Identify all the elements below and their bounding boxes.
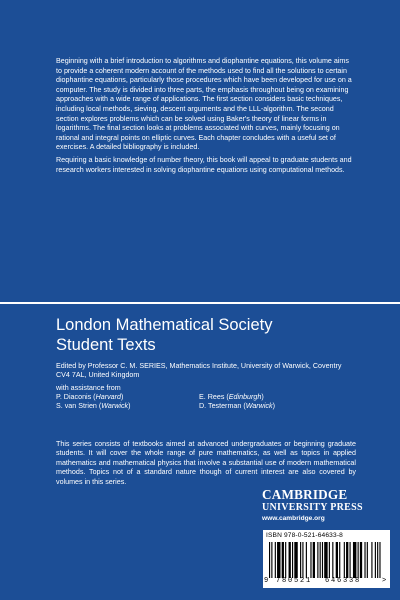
assistant-name: P. Diaconis <box>56 393 92 401</box>
assistance-label: with assistance from <box>56 384 121 392</box>
assistant-affiliation: Harvard <box>95 393 121 401</box>
assistant-entry: E. Rees (Edinburgh) <box>199 393 264 401</box>
barcode-digit-end: > <box>382 577 387 585</box>
assistants-row <box>56 402 336 411</box>
isbn-label: ISBN 978-0-521-64633-8 <box>266 532 343 539</box>
horizontal-divider <box>0 302 400 304</box>
publisher-name-line-1: CAMBRIDGE <box>262 487 348 502</box>
assistants-list <box>56 393 336 412</box>
assistant-entry: D. Testerman (Warwick) <box>199 402 275 411</box>
series-title <box>56 315 356 355</box>
publisher-logo <box>262 488 372 514</box>
book-description <box>56 57 356 178</box>
barcode-digit-first: 9 <box>264 577 269 585</box>
description-paragraph-2: Requiring a basic knowledge of number theory, this book will appeal to graduate students and research workers interested in solving diophantine equations using computational methods. <box>56 155 352 174</box>
assistant-name: D. Testerman <box>199 402 242 411</box>
series-editor: Edited by Professor C. M. SERIES, Mathematics Institute, University of Warwick, Coventry CV4 7AL, United Kingdom <box>56 362 342 380</box>
assistants-row <box>56 393 336 402</box>
assistant-entry: S. van Strien (Warwick) <box>56 402 131 411</box>
barcode-icon <box>269 542 385 578</box>
assistant-affiliation: Edinburgh <box>228 393 262 401</box>
assistant-name: E. Rees <box>199 393 225 401</box>
barcode-panel <box>263 530 390 588</box>
publisher-url: www.cambridge.org <box>262 515 325 522</box>
series-title-line-2: Student Texts <box>56 336 156 354</box>
description-paragraph-1: Beginning with a brief introduction to algorithms and diophantine equations, this volume aims to provide a coherent modern account of the methods used to find all the solutions to certain diophantine equations, particularly those procedures which have been developed for use on a computer. The study is divided into three parts, the emphasis throughout being on examining approaches with a wide range of applications. The first section considers basic techniques, including local methods, sieving, descent arguments and the LLL-algorithm. The second section explores problems which can be solved using Baker's theory of linear forms in logarithms. The final section looks at problems associated with curves, mainly focusing on rational and integral points on elliptic curves. Each chapter concludes with a useful set of exercises. A detailed bibliography is included. <box>56 57 352 152</box>
assistant-affiliation: Warwick <box>245 402 273 411</box>
series-description: This series consists of textbooks aimed at advanced undergraduates or beginning graduate students. It will cover the whole range of pure mathematics, as well as topics in applied mathematics and mathematical physics that involve a substantial use of modern mathematical methods. Topics not of a standard nature though of current interest are also covered by volumes in this series. <box>56 440 356 486</box>
assistant-name: S. van Strien <box>56 402 97 411</box>
assistant-entry: P. Diaconis (Harvard) <box>56 393 124 401</box>
barcode-digits-left: 780521 <box>276 577 313 585</box>
publisher-name-line-2: UNIVERSITY PRESS <box>262 502 363 513</box>
barcode-digits-right: 646338 <box>325 577 362 585</box>
assistant-affiliation: Warwick <box>101 402 129 411</box>
series-title-line-1: London Mathematical Society <box>56 316 273 334</box>
